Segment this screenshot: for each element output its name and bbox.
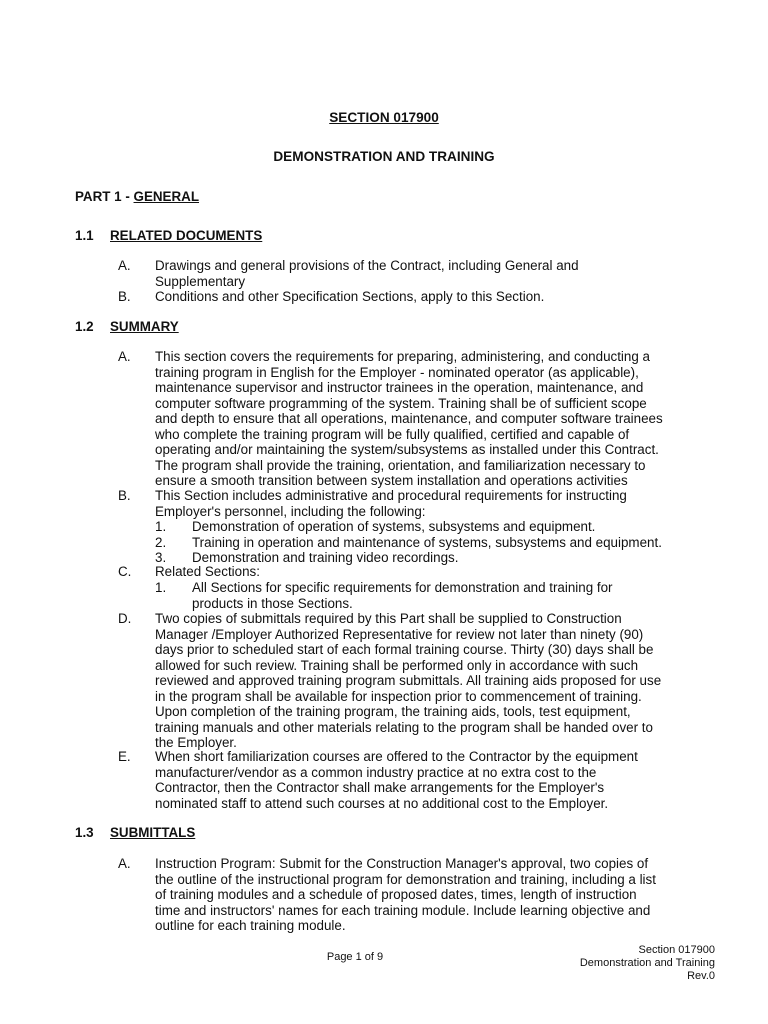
part-label: GENERAL — [133, 189, 200, 204]
text-line: reviewed and approved training program submittals. All training aids proposed for use — [155, 673, 662, 688]
text-line: training program in English for the Employer - nominated operator (as applicable), — [155, 364, 639, 380]
footer-document-info — [515, 944, 715, 983]
text-line: Upon completion of the training program, the training aids, tools, test equipment, — [155, 704, 631, 719]
item-letter: B. — [118, 488, 131, 503]
sub-item-text: Demonstration of operation of systems, subsystems and equipment. — [192, 519, 596, 534]
text-line: of training modules and a schedule of proposed dates, times, length of instruction — [155, 887, 637, 902]
sub-item-text — [192, 580, 613, 611]
item-letter: A. — [118, 258, 131, 273]
text-line: ensure a smooth transition between system installation and operations activities — [155, 473, 628, 488]
sub-item-number: 2. — [155, 534, 167, 550]
paragraph — [155, 564, 260, 580]
text-line: allowed for such review. Training shall be performed only in accordance with such — [155, 657, 639, 673]
paragraph — [155, 289, 544, 305]
text-line: Contractor, then the Contractor shall make arrangements for the Employer's — [155, 780, 605, 795]
sub-item-text: Demonstration and training video recordings. — [192, 550, 459, 565]
text-line: in the program shall be available for inspection prior to commencement of training. — [155, 688, 642, 704]
text-line: manufacturer/vendor as a common industry practice at no extra cost to the — [155, 764, 597, 780]
text-line: Instruction Program: Submit for the Construction Manager's approval, two copies of — [155, 856, 649, 871]
article-title-summary: SUMMARY — [110, 319, 179, 334]
paragraph — [155, 488, 627, 519]
text-line: When short familiarization courses are offered to the Contractor by the equipment — [155, 749, 638, 764]
footer-line: Section 017900 — [638, 944, 715, 956]
article-title-related-documents: RELATED DOCUMENTS — [110, 228, 263, 243]
article-number-1-3: 1.3 — [75, 825, 94, 840]
sub-list-numbers — [155, 519, 166, 566]
text-line: training manuals and other materials relating to the program shall be handed over to — [155, 719, 653, 735]
text-line: Two copies of submittals required by this Part shall be supplied to Construction — [155, 611, 622, 626]
text-line: the Employer. — [155, 735, 237, 750]
text-line: operating and/or maintaining the system/subsystems as installed under this Contract. — [155, 442, 659, 457]
text-line: This section covers the requirements for preparing, administering, and conducting a — [155, 349, 650, 364]
text-line: Employer's personnel, including the following: — [155, 503, 426, 519]
document-title: DEMONSTRATION AND TRAINING — [273, 149, 495, 164]
paragraph — [155, 611, 661, 751]
footer-line: Demonstration and Training — [579, 957, 715, 969]
section-number-title: SECTION 017900 — [329, 110, 439, 125]
text-line: maintenance supervisor and instructor trainees in the operation, maintenance, and — [155, 380, 644, 395]
text-line: time and instructors' names for each training module. Include learning objective and — [155, 902, 651, 918]
text-line: Drawings and general provisions of the Contract, including General and — [155, 258, 579, 273]
paragraph — [155, 258, 579, 289]
text-line: This Section includes administrative and procedural requirements for instructing — [155, 488, 627, 503]
page-number: Page 1 of 9 — [326, 951, 384, 963]
text-line: Supplementary — [155, 273, 246, 289]
item-letter: A. — [118, 349, 131, 364]
sub-item-text: Training in operation and maintenance of systems, subsystems and equipment. — [192, 534, 662, 550]
text-line: outline for each training module. — [155, 918, 346, 933]
item-letter: B. — [118, 289, 131, 304]
article-number-1-1: 1.1 — [75, 228, 94, 243]
article-title-submittals: SUBMITTALS — [110, 825, 196, 840]
text-line: Manager /Employer Authorized Representative for review not later than ninety (90) — [155, 626, 644, 642]
text-line: the outline of the instructional program for demonstration and training, including a list — [155, 871, 656, 887]
sub-item-number: 3. — [155, 550, 167, 565]
sub-item-number: 1. — [155, 580, 167, 595]
text-line: Related Sections: — [155, 564, 260, 579]
footer-line: Rev.0 — [687, 970, 715, 982]
text-line: The program shall provide the training, orientation, and familiarization necessary to — [155, 457, 646, 473]
article-number-1-2: 1.2 — [75, 319, 94, 334]
sub-list-text — [192, 519, 662, 566]
text-line: days prior to scheduled start of each formal training course. Thirty (30) days shall be — [155, 642, 654, 657]
item-letter: E. — [118, 749, 131, 764]
sub-item-number: 1. — [155, 519, 167, 534]
text-line: products in those Sections. — [192, 595, 353, 611]
text-line: and depth to ensure that all operations, maintenance, and computer software trainees — [155, 411, 663, 426]
part-heading — [75, 189, 199, 204]
item-letter: D. — [118, 611, 132, 626]
text-line: All Sections for specific requirements for demonstration and training for — [192, 580, 613, 595]
paragraph — [155, 349, 663, 489]
paragraph — [155, 856, 656, 934]
paragraph — [155, 749, 638, 811]
text-line: nominated staff to attend such courses at no additional cost to the Employer. — [155, 795, 609, 811]
text-line: Conditions and other Specification Sections, apply to this Section. — [155, 289, 545, 304]
item-letter: C. — [118, 564, 132, 579]
part-prefix: PART 1 - — [75, 189, 134, 204]
text-line: computer software programming of the system. Training shall be of sufficient scope — [155, 395, 647, 411]
text-line: who complete the training program will be fully qualified, certified and capable of — [155, 426, 630, 442]
item-letter: A. — [118, 856, 131, 871]
